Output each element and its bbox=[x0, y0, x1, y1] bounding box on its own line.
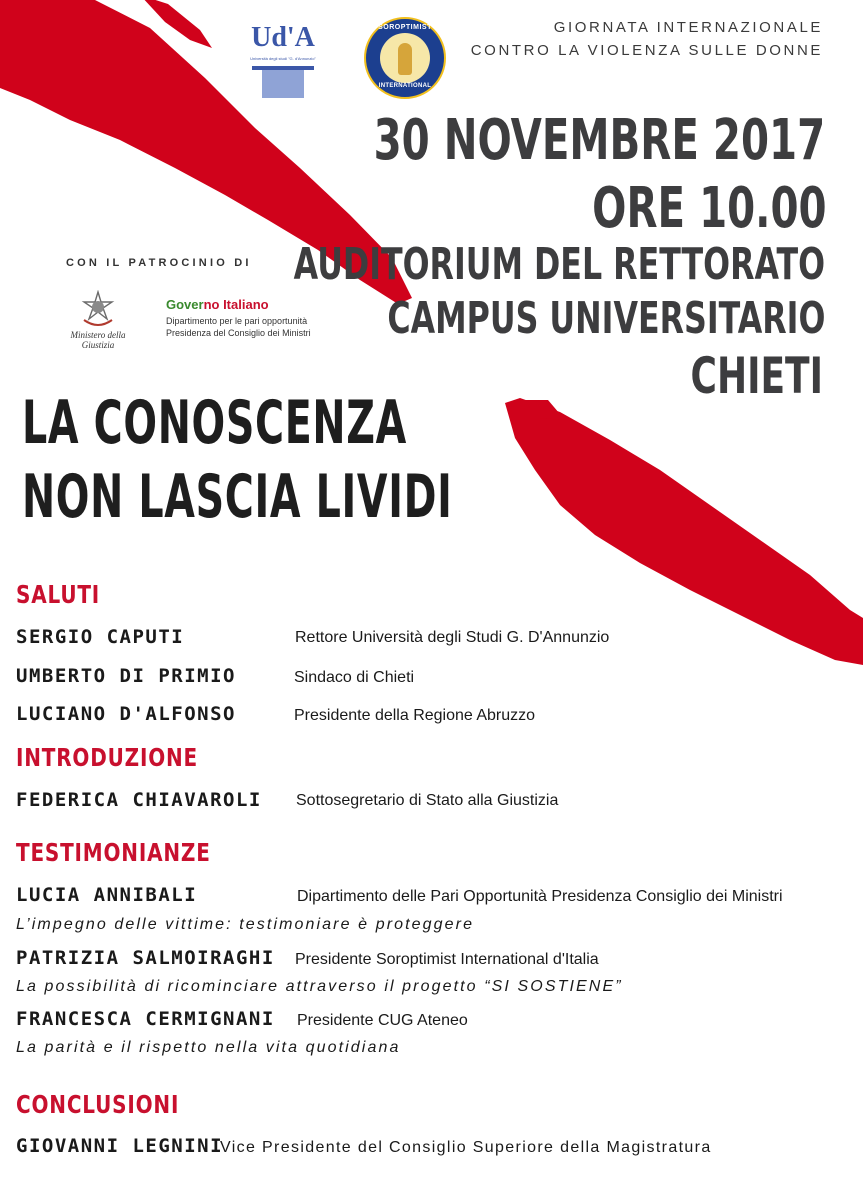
main-title-line1: LA CONOSCENZA bbox=[22, 388, 407, 458]
event-venue-line2: CAMPUS UNIVERSITARIO bbox=[386, 293, 825, 344]
government-logo-title-green: Gover bbox=[166, 297, 204, 312]
event-time: ORE 10.00 bbox=[592, 176, 827, 241]
speaker-name: UMBERTO DI PRIMIO bbox=[16, 665, 236, 687]
speaker-role: Rettore Università degli Studi G. D'Annunzio bbox=[295, 629, 610, 646]
government-logo bbox=[166, 297, 336, 347]
speaker-name: FRANCESCA CERMIGNANI bbox=[16, 1008, 275, 1030]
ministry-name: Ministero della Giustizia bbox=[70, 330, 126, 350]
speaker-name: PATRIZIA SALMOIRAGHI bbox=[16, 947, 275, 969]
talk-topic: La parità e il rispetto nella vita quotidiana bbox=[16, 1039, 401, 1056]
speaker-role: Sindaco di Chieti bbox=[294, 669, 415, 686]
talk-topic: L’impegno delle vittime: testimoniare è proteggere bbox=[16, 916, 475, 933]
soroptimist-logo bbox=[364, 17, 446, 99]
talk-topic: La possibilità di ricominciare attraverso il progetto “SI SOSTIENE” bbox=[16, 978, 623, 995]
government-logo-title bbox=[166, 297, 269, 312]
speaker-name: SERGIO CAPUTI bbox=[16, 626, 185, 648]
event-title-line1: GIORNATA INTERNAZIONALE bbox=[553, 19, 823, 36]
italian-emblem-icon bbox=[80, 290, 116, 328]
uda-logo-text: Ud'A bbox=[251, 22, 315, 53]
speaker-role: Vice Presidente del Consiglio Superiore della Magistratura bbox=[220, 1139, 712, 1156]
uda-logo-band bbox=[252, 66, 314, 70]
ministry-logo bbox=[58, 290, 138, 350]
government-logo-line1: Dipartimento per le pari opportunità bbox=[166, 316, 308, 326]
patronage-label: CON IL PATROCINIO DI bbox=[66, 257, 252, 269]
section-saluti: SALUTI bbox=[16, 580, 101, 609]
government-logo-line2: Presidenza del Consiglio dei Ministri bbox=[166, 328, 311, 338]
section-testimonianze: TESTIMONIANZE bbox=[16, 838, 211, 867]
event-venue-line1: AUDITORIUM DEL RETTORATO bbox=[293, 239, 825, 290]
soroptimist-logo-top-text: SOROPTIMIST bbox=[378, 24, 432, 31]
soroptimist-logo-bottom-text: INTERNATIONAL bbox=[378, 83, 432, 89]
event-title-line2: CONTRO LA VIOLENZA SULLE DONNE bbox=[470, 42, 823, 59]
event-city: CHIETI bbox=[690, 347, 823, 405]
speaker-name: FEDERICA CHIAVAROLI bbox=[16, 789, 262, 811]
speaker-role: Sottosegretario di Stato alla Giustizia bbox=[296, 792, 559, 809]
uda-logo bbox=[244, 22, 322, 98]
section-introduzione: INTRODUZIONE bbox=[16, 743, 199, 772]
uda-logo-pedestal bbox=[262, 68, 304, 98]
event-date: 30 NOVEMBRE 2017 bbox=[373, 108, 825, 173]
main-title-line2: NON LASCIA LIVIDI bbox=[22, 462, 453, 532]
speaker-role: Presidente Soroptimist International d'Italia bbox=[295, 951, 599, 968]
uda-logo-subtext: Università degli studi "G. d'Annunzio" bbox=[250, 56, 316, 61]
speaker-name: GIOVANNI LEGNINI bbox=[16, 1135, 224, 1157]
speaker-role: Presidente della Regione Abruzzo bbox=[294, 707, 536, 724]
speaker-name: LUCIA ANNIBALI bbox=[16, 884, 198, 906]
speaker-role: Dipartimento delle Pari Opportunità Presidenza Consiglio dei Ministri bbox=[297, 888, 783, 905]
section-conclusioni: CONCLUSIONI bbox=[16, 1090, 180, 1119]
soroptimist-logo-figure bbox=[398, 43, 412, 75]
speaker-role: Presidente CUG Ateneo bbox=[297, 1012, 468, 1029]
speaker-name: LUCIANO D'ALFONSO bbox=[16, 703, 236, 725]
government-logo-title-red: no Italiano bbox=[203, 297, 269, 312]
